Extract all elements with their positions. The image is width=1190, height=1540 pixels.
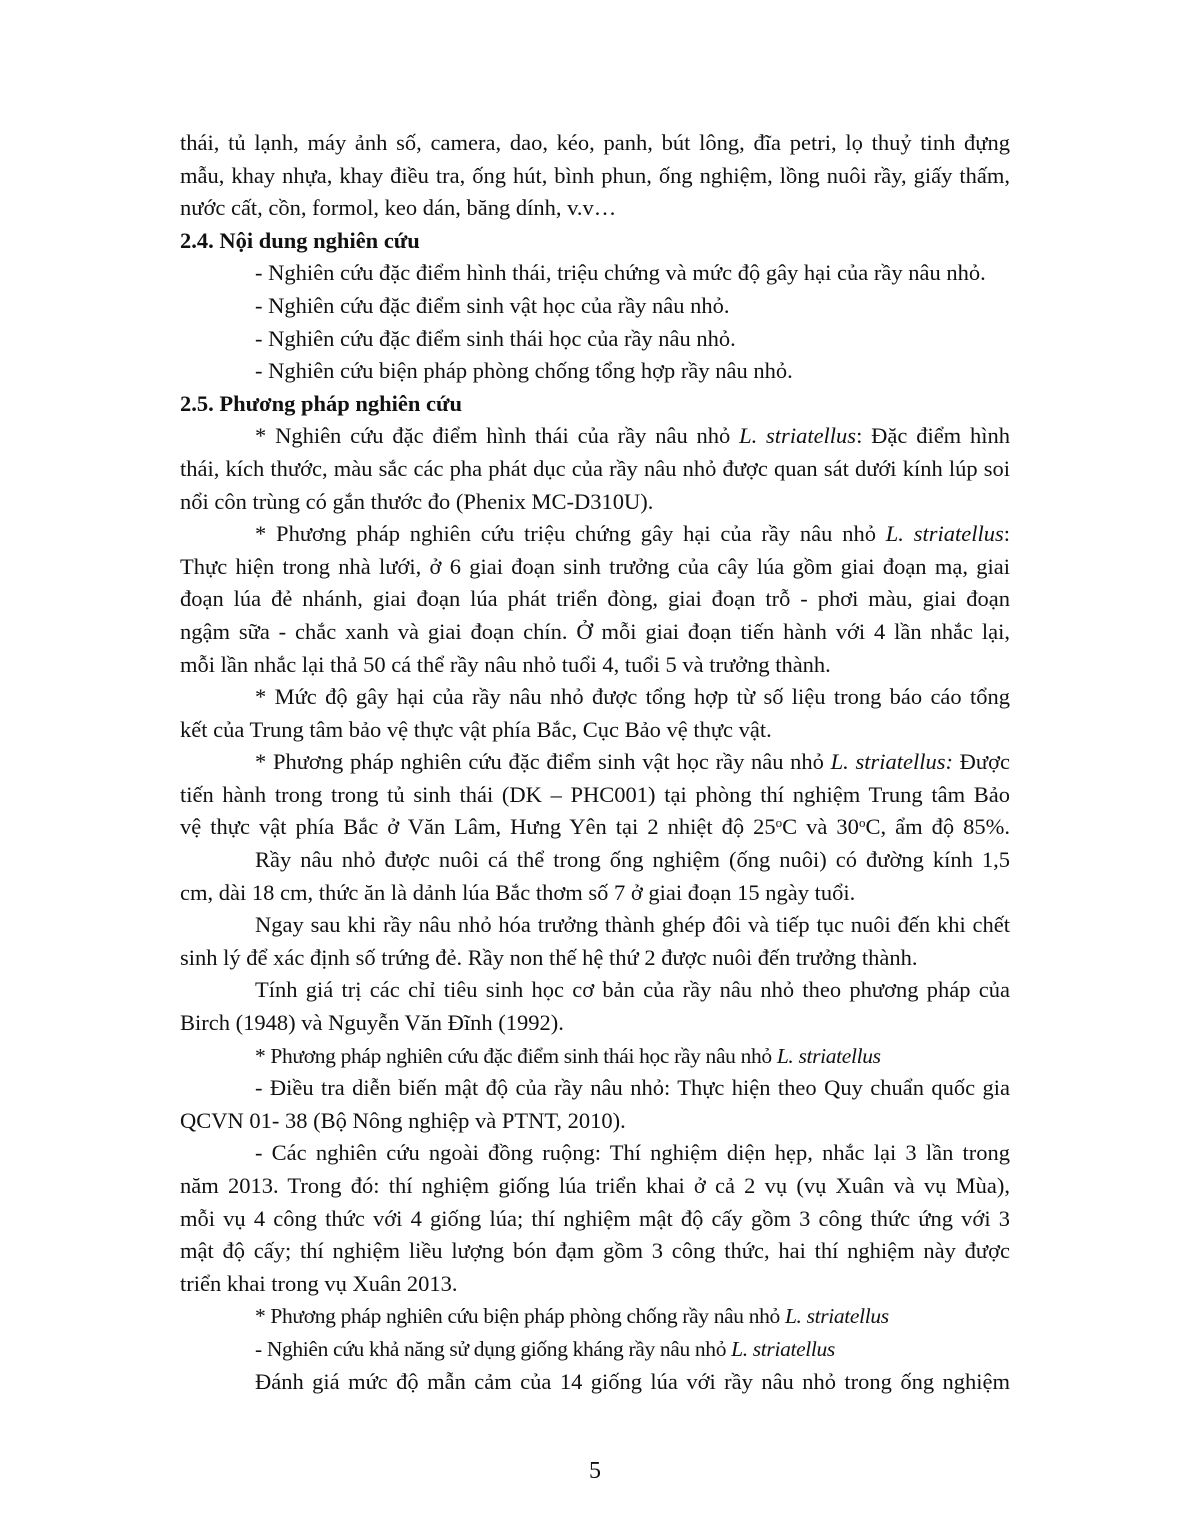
paragraph-line: năm 2013. Trong đó: thí nghiệm giống lúa triển khai ở cả 2 vụ (vụ Xuân và vụ Mùa), <box>180 1173 1010 1198</box>
species-name: L. striatellus <box>885 521 1004 547</box>
list-item: - Nghiên cứu biện pháp phòng chống tổng hợp rầy nâu nhỏ. <box>255 358 793 384</box>
paragraph-line: đoạn lúa đẻ nhánh, giai đoạn lúa phát triển đòng, giai đoạn trỗ - phơi màu, giai đoạn <box>180 586 1010 612</box>
paragraph-line: Ngay sau khi rầy nâu nhỏ hóa trưởng thành ghép đôi và tiếp tục nuôi đến khi chết <box>255 912 1010 938</box>
paragraph-line: ngậm sữa - chắc xanh và giai đoạn chín. Ở mỗi giai đoạn tiến hành với 4 lần nhắc lại, <box>180 618 1010 644</box>
text-span: Được <box>952 749 1010 775</box>
text-span: * Phương pháp nghiên cứu triệu chứng gây hại của rầy nâu nhỏ <box>255 521 886 547</box>
paragraph-line <box>180 420 1010 453</box>
paragraph-line: - Điều tra diễn biến mật độ của rầy nâu nhỏ: Thực hiện theo Quy chuẩn quốc gia <box>255 1075 1010 1101</box>
degree-superscript: o <box>775 815 783 831</box>
paragraph-line: * Mức độ gây hại của rầy nâu nhỏ được tổng hợp từ số liệu trong báo cáo tổng <box>255 684 1010 710</box>
paragraph-line <box>180 811 1010 844</box>
paragraph-line: Tính giá trị các chỉ tiêu sinh học cơ bản của rầy nâu nhỏ theo phương pháp của <box>255 977 1010 1003</box>
paragraph-line: nổi côn trùng có gắn thước đo (Phenix MC-D310U). <box>180 488 654 514</box>
species-name: L. striatellus <box>731 1336 835 1361</box>
paragraph-line: QCVN 01- 38 (Bộ Nông nghiệp và PTNT, 2010). <box>180 1107 626 1133</box>
paragraph-line: Thực hiện trong nhà lưới, ở 6 giai đoạn sinh trưởng của cây lúa gồm giai đoạn mạ, giai <box>180 553 1010 579</box>
text-span: * Phương pháp nghiên cứu đặc điểm sinh thái học rầy nâu nhỏ <box>255 1043 777 1068</box>
paragraph-line <box>180 518 1010 551</box>
paragraph-line <box>180 1333 1010 1366</box>
text-span: : <box>1003 521 1010 547</box>
text-line: nước cất, cồn, formol, keo dán, băng dính, v.v… <box>180 195 617 221</box>
paragraph-line: cm, dài 18 cm, thức ăn là dảnh lúa Bắc thơm số 7 ở giai đoạn 15 ngày tuổi. <box>180 879 856 905</box>
text-span: * Nghiên cứu đặc điểm hình thái của rầy nâu nhỏ <box>255 423 740 449</box>
paragraph-line: Birch (1948) và Nguyễn Văn Đĩnh (1992). <box>180 1010 564 1036</box>
list-item: - Nghiên cứu đặc điểm sinh vật học của rầy nâu nhỏ. <box>255 292 730 318</box>
paragraph-line <box>180 746 1010 779</box>
text-line: thái, tủ lạnh, máy ảnh số, camera, dao, kéo, panh, bút lông, đĩa petri, lọ thuỷ tinh đựng <box>180 130 1010 155</box>
paragraph-line: mỗi lần nhắc lại thả 50 cá thể rầy nâu nhỏ tuổi 4, tuổi 5 và trưởng thành. <box>180 651 831 677</box>
list-item: - Nghiên cứu đặc điểm hình thái, triệu chứng và mức độ gây hại của rầy nâu nhỏ. <box>255 260 986 286</box>
section-heading-2-4: 2.4. Nội dung nghiên cứu <box>180 227 420 253</box>
paragraph-line: tiến hành trong trong tủ sinh thái (DK – PHC001) tại phòng thí nghiệm Trung tâm Bảo <box>180 781 1010 807</box>
page-number: 5 <box>589 1458 601 1484</box>
paragraph-line: sinh lý để xác định số trứng đẻ. Rầy non thế hệ thứ 2 được nuôi đến trưởng thành. <box>180 944 918 970</box>
section-heading-2-5: 2.5. Phương pháp nghiên cứu <box>180 390 463 416</box>
paragraph-line: - Các nghiên cứu ngoài đồng ruộng: Thí nghiệm diện hẹp, nhắc lại 3 lần trong <box>255 1140 1010 1166</box>
text-span: - Nghiên cứu khả năng sử dụng giống kháng rầy nâu nhỏ <box>255 1336 732 1361</box>
text-span: * Phương pháp nghiên cứu đặc điểm sinh vật học rầy nâu nhỏ <box>255 749 831 775</box>
paragraph-line: triển khai trong vụ Xuân 2013. <box>180 1270 458 1296</box>
degree-superscript: o <box>858 815 866 831</box>
paragraph-line: mật độ cấy; thí nghiệm liều lượng bón đạm gồm 3 công thức, hai thí nghiệm này được <box>180 1238 1010 1264</box>
text-span: vệ thực vật phía Bắc ở Văn Lâm, Hưng Yên tại 2 nhiệt độ 25 <box>180 814 776 840</box>
species-name: L. striatellus <box>776 1043 881 1068</box>
species-name: L. striatellus <box>784 1304 889 1329</box>
paragraph-line: kết của Trung tâm bảo vệ thực vật phía Bắc, Cục Bảo vệ thực vật. <box>180 716 772 742</box>
species-name: L. striatellus <box>739 423 857 449</box>
paragraph-line <box>180 1300 1010 1333</box>
text-span: : Đặc điểm hình <box>856 423 1011 449</box>
list-item: - Nghiên cứu đặc điểm sinh thái học của rầy nâu nhỏ. <box>255 325 736 351</box>
species-name: L. striatellus: <box>830 749 953 775</box>
text-line: mẫu, khay nhựa, khay điều tra, ống hút, bình phun, ống nghiệm, lồng nuôi rầy, giấy thấm, <box>180 162 1010 188</box>
paragraph-line: thái, kích thước, màu sắc các pha phát dục của rầy nâu nhỏ được quan sát dưới kính lúp soi <box>180 455 1010 481</box>
paragraph-line: Rầy nâu nhỏ được nuôi cá thể trong ống nghiệm (ống nuôi) có đường kính 1,5 <box>255 847 1010 873</box>
paragraph-line: Đánh giá mức độ mẫn cảm của 14 giống lúa với rầy nâu nhỏ trong ống nghiệm <box>255 1368 1010 1394</box>
paragraph-line <box>180 1040 1010 1073</box>
paragraph-line: mỗi vụ 4 công thức với 4 giống lúa; thí nghiệm mật độ cấy gồm 3 công thức ứng với 3 <box>180 1205 1010 1231</box>
document-page <box>180 127 1010 1398</box>
text-span: C và 30 <box>782 814 859 840</box>
text-span: * Phương pháp nghiên cứu biện pháp phòng chống rầy nâu nhỏ <box>255 1304 785 1329</box>
text-span: C, ẩm độ 85%. <box>865 814 1010 840</box>
